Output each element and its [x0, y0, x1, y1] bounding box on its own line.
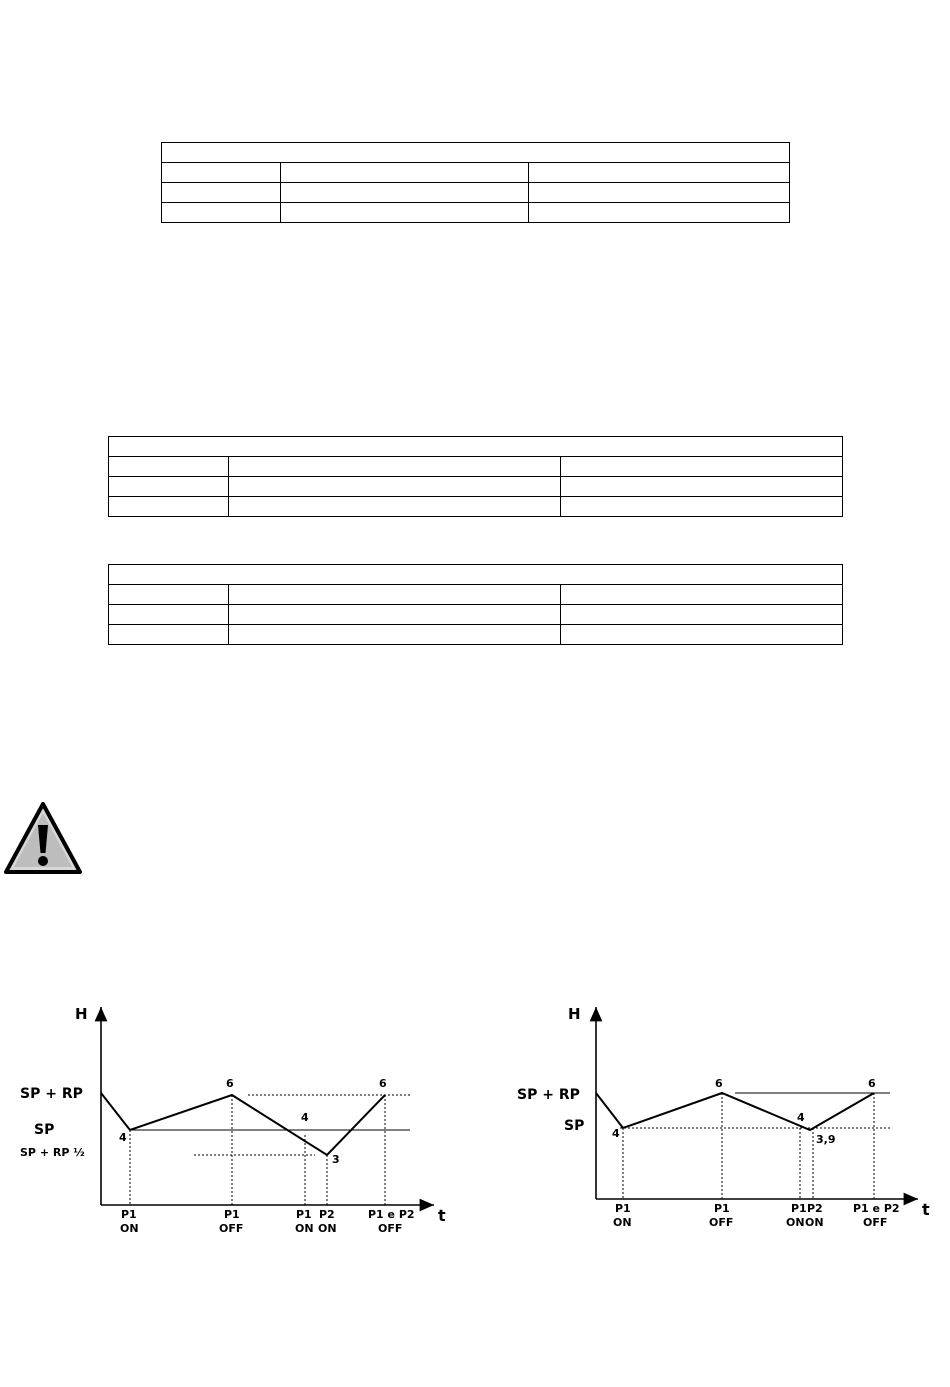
table-row	[109, 497, 843, 517]
point-label: 4	[612, 1127, 620, 1140]
event-label: P1	[121, 1208, 137, 1221]
table-header	[109, 565, 843, 585]
event-label: P1	[791, 1202, 807, 1215]
exclamation-triangle-icon	[3, 801, 83, 875]
parameter-table-1	[161, 142, 790, 223]
level-label-sp-rp: SP + RP	[517, 1087, 580, 1103]
table-row	[162, 203, 790, 223]
parameter-table-3	[108, 564, 843, 645]
level-trace	[101, 1093, 385, 1155]
y-axis-label: H	[568, 1005, 581, 1023]
level-chart-right	[480, 995, 950, 1245]
point-label: 6	[715, 1077, 723, 1090]
event-label: ON	[613, 1216, 632, 1229]
level-label-sp-rp: SP + RP	[20, 1086, 83, 1102]
point-label: 3	[332, 1153, 340, 1166]
event-label: P1	[714, 1202, 730, 1215]
point-label: 3,9	[816, 1133, 836, 1146]
event-label: ON	[318, 1222, 337, 1235]
event-label: OFF	[709, 1216, 734, 1229]
event-label: ON	[805, 1216, 824, 1229]
table-header	[109, 437, 843, 457]
event-label: P1	[296, 1208, 312, 1221]
level-label-sp-rp-half: SP + RP ½	[20, 1146, 85, 1159]
level-chart-left	[0, 995, 470, 1245]
level-trace	[596, 1093, 874, 1130]
event-label: P1	[224, 1208, 240, 1221]
point-label: 4	[797, 1111, 805, 1124]
event-label: OFF	[219, 1222, 244, 1235]
table-row	[162, 183, 790, 203]
event-label: ON	[120, 1222, 139, 1235]
level-label-sp: SP	[564, 1118, 585, 1134]
point-label: 4	[119, 1131, 127, 1144]
x-axis-label: t	[922, 1200, 930, 1219]
point-label: 6	[226, 1077, 234, 1090]
table-row	[162, 163, 790, 183]
table-row	[109, 625, 843, 645]
table-row	[109, 477, 843, 497]
event-label: P1 e P2	[853, 1202, 900, 1215]
event-label: P2	[319, 1208, 335, 1221]
table-header	[162, 143, 790, 163]
level-label-sp: SP	[34, 1122, 55, 1138]
table-row	[109, 585, 843, 605]
point-label: 4	[301, 1111, 309, 1124]
x-axis-label: t	[438, 1206, 446, 1225]
event-label: P2	[807, 1202, 823, 1215]
event-label: ON	[786, 1216, 805, 1229]
table-row	[109, 457, 843, 477]
y-axis-label: H	[75, 1005, 88, 1023]
event-label: P1	[615, 1202, 631, 1215]
event-label: OFF	[863, 1216, 888, 1229]
point-label: 6	[868, 1077, 876, 1090]
table-row	[109, 605, 843, 625]
event-label: P1 e P2	[368, 1208, 415, 1221]
event-label: OFF	[378, 1222, 403, 1235]
event-label: ON	[295, 1222, 314, 1235]
parameter-table-2	[108, 436, 843, 517]
point-label: 6	[379, 1077, 387, 1090]
